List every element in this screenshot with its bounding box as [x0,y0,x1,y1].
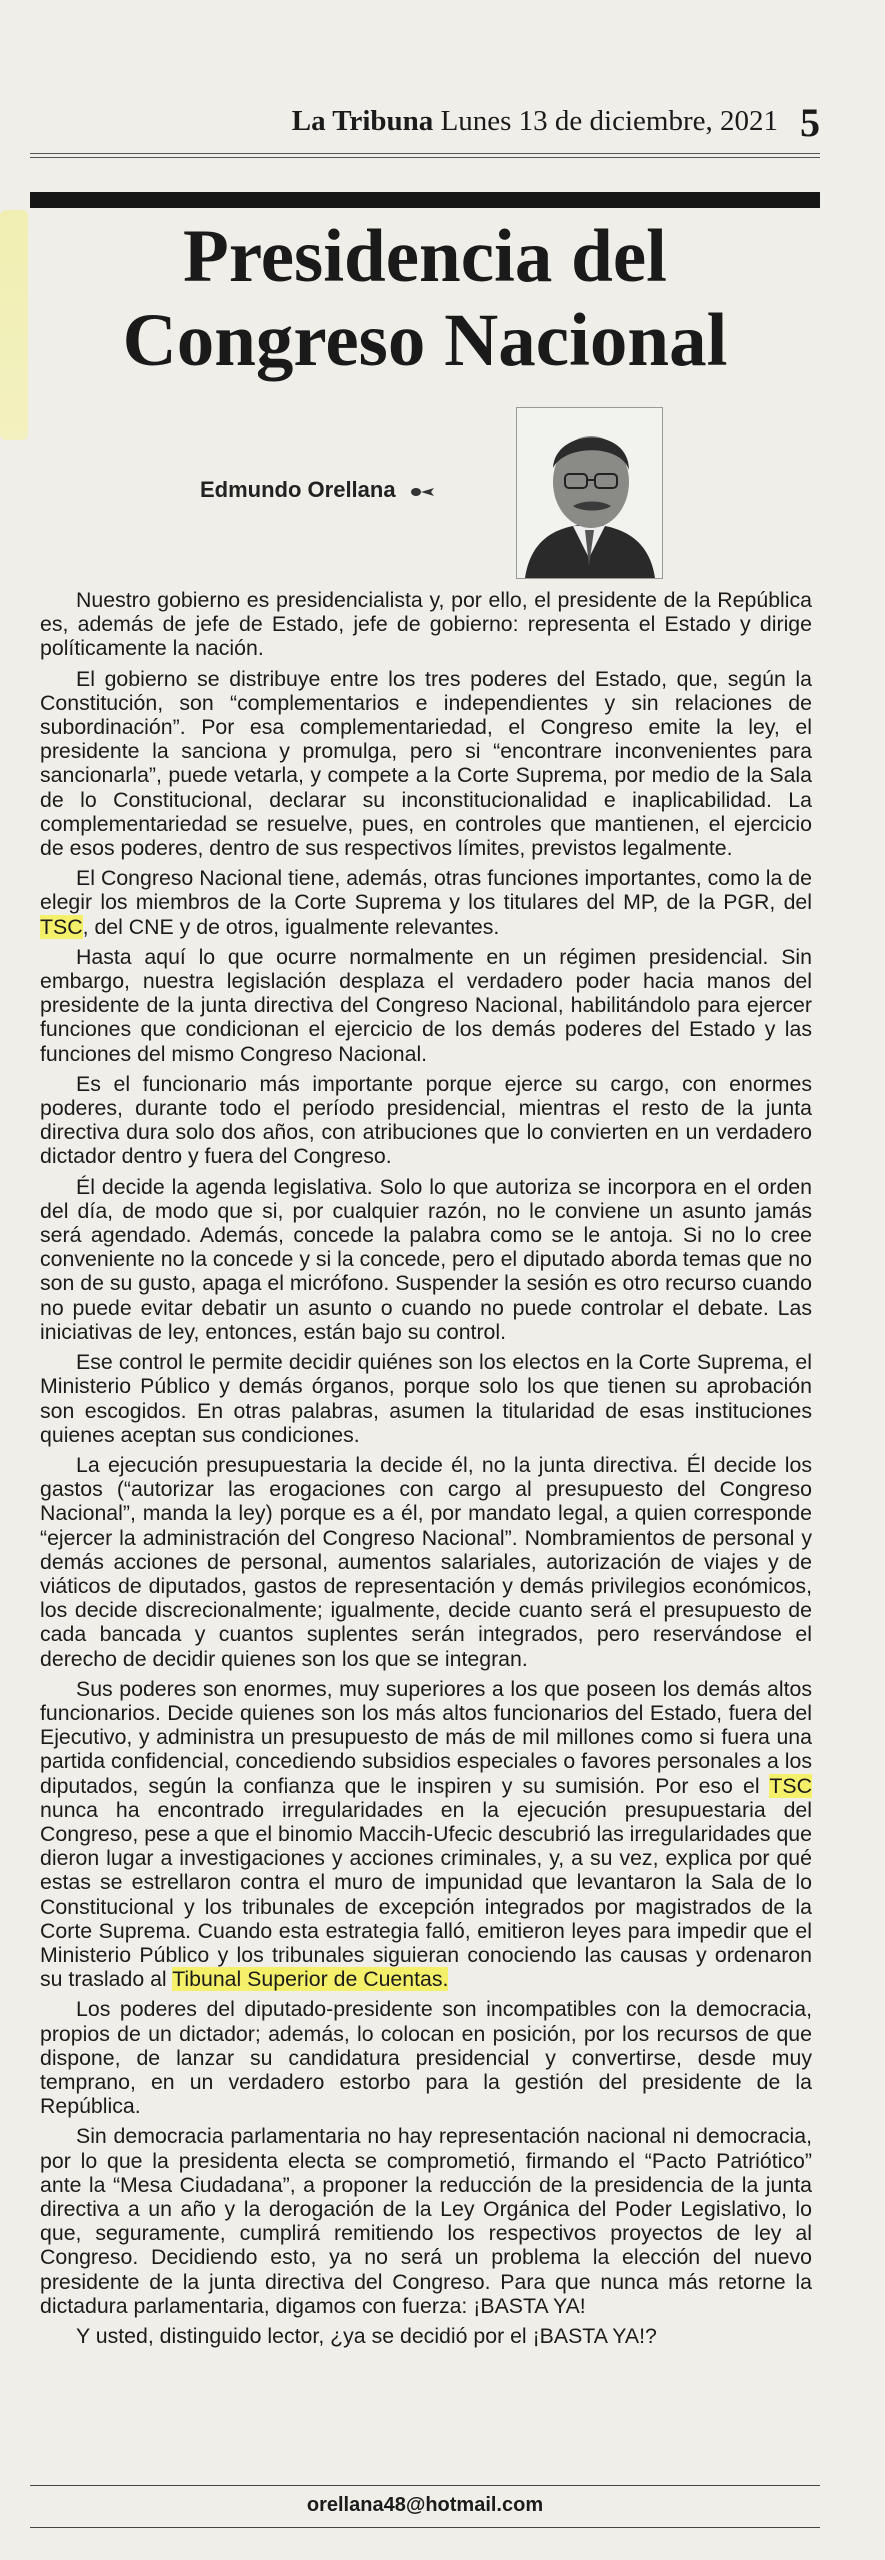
pen-icon [410,478,436,504]
paragraph [40,866,812,939]
text-run: Sus poderes son enormes, muy superiores a los que poseen los demás altos funcionarios. Decide quienes son los más altos funcionarios del Estado, fuera del Ejecutivo, y administra un presupuesto de más de mil millones como si fuera una partida confidencial, concediendo subsidios especiales o favores personales a los diputados, según la confianza que le inspiren y su sumisión. Por eso el [40,1676,812,1798]
newspaper-page [30,0,820,2560]
title-line-2: Congreso Nacional [122,299,728,382]
highlighted-text: Tibunal Superior de Cuentas. [172,1967,449,1992]
paragraph: Es el funcionario más importante porque ejerce su cargo, con enormes poderes, durante todo el período presidencial, mientras el resto de la junta directiva dura solo dos años, con atribuciones que lo convierten en un verdadero dictador dentro y fuera del Congreso. [40,1071,812,1169]
paragraph: Y usted, distinguido lector, ¿ya se decidió por el ¡BASTA YA!? [76,2324,657,2349]
text-run: nunca ha encontrado irregularidades en la ejecución presupuestaria del Congreso, pese a que el binomio Maccih-Ufecic descubrió las irregularidades que dieron lugar a investigaciones y acciones criminales, y, a su vez, explica por qué estas se estrellaron contra el muro de impunidad que levantaron la Sala de lo Constitucional y los tribunales de excepción integrados por magistrados de la Corte Suprema. Cuando esta estrategia falló, emitieron leyes para impedir que el Ministerio Público y los tribunales siguieran conociendo las causas y ordenaron su traslado al [40,1797,812,1992]
page-number: 5 [800,100,820,145]
author-email: orellana48@hotmail.com [306,2494,544,2516]
title-bar [30,192,820,208]
byline [200,477,436,504]
title-line-1: Presidencia del [183,215,667,298]
paragraph: Él decide la agenda legislativa. Solo lo que autoriza se incorpora en el orden del día, de modo que si, por cualquier razón, no le conviene un asunto jamás será agendado. Además, concede la palabra como se le antoja. Si no lo cree conveniente no la concede y si la concede, pero el diputado aborda temas que no son de su gusto, apaga el micrófono. Suspender la sesión es otro recurso cuando no puede evitar debatir un asunto o cuando no puede controlar el debate. Las iniciativas de ley, entonces, están bajo su control. [40,1174,812,1344]
text-run: El Congreso Nacional tiene, además, otras funciones importantes, como la de elegir los miembros de la Corte Suprema y los titulares del MP, de la PGR, del [40,866,812,915]
page-header [30,95,820,145]
footer-rule [30,2485,820,2486]
highlighted-text: TSC [769,1773,812,1798]
article-title [30,215,820,383]
paragraph: Los poderes del diputado-presidente son incompatibles con la democracia, propios de un dictador; además, lo colocan en posición, por los recursos de que dispone, de lanzar su candidatura presidencial y convertirse, desde muy temprano, en un verdadero estorbo para la gestión del presidente de la República. [40,1997,812,2119]
author-photo [516,407,663,579]
article-body [40,588,812,2354]
text-run: , del CNE y de otros, igualmente relevantes. [82,914,500,939]
header-rule [30,153,820,154]
highlighted-text: TSC [40,914,83,939]
paragraph: Ese control le permite decidir quiénes son los electos en la Corte Suprema, el Ministerio Público y demás órganos, porque solo los que tienen su aprobación son escogidos. En otras palabras, asumen la titularidad de esas instituciones quienes aceptan sus condiciones. [40,1350,812,1447]
paragraph: Nuestro gobierno es presidencialista y, por ello, el presidente de la República es, además de jefe de Estado, jefe de gobierno: representa el Estado y dirige políticamente la nación. [40,588,812,661]
author-name: Edmundo Orellana [200,477,396,502]
header-rule-2 [30,157,820,158]
paragraph: Sin democracia parlamentaria no hay representación nacional ni democracia, por lo que la presidenta electa se comprometió, firmando el “Pacto Patriótico” ante la “Mesa Ciudadana”, a proponer la reducción de la presidencia de la junta directiva a un año y la derogación de la Ley Orgánica del Poder Legislativo, lo que, seguramente, cumplirá remitiendo los respectivos proyectos de ley al Congreso. Decidiendo esto, ya no será un problema la elección del nuevo presidente de la junta directiva del Congreso. Para que nunca más retorne la dictadura parlamentaria, digamos con fuerza: ¡BASTA YA! [40,2124,812,2318]
publication-date: Lunes 13 de diciembre, 2021 [440,105,778,137]
footer-rule-2 [30,2527,820,2528]
paragraph: Hasta aquí lo que ocurre normalmente en un régimen presidencial. Sin embargo, nuestra legislación desplaza el verdadero poder hacia manos del presidente de la junta directiva del Congreso Nacional, habilitándolo para ejercer funciones que condicionan el ejercicio de los demás poderes del Estado y las funciones del mismo Congreso Nacional. [40,944,812,1066]
publication-name: La Tribuna [291,105,434,137]
paragraph: El gobierno se distribuye entre los tres poderes del Estado, que, según la Constitución, son “complementarios e independientes y sin relaciones de subordinación”. Por esa complementariedad, el Congreso emite la ley, el presidente la sanciona y promulga, pero si “encontrare inconvenientes para sancionarla”, puede vetarla, y compete a la Corte Suprema, por medio de la Sala de lo Constitucional, declarar su inconstitucionalidad e inaplicabilidad. La complementariedad se resuelve, pues, en controles que mantienen, el ejercicio de esos poderes, dentro de sus respectivos límites, previstos legalmente. [40,666,812,861]
header-line [292,105,778,138]
highlighter-mark [0,210,28,440]
paragraph [40,1677,812,1992]
paragraph: La ejecución presupuestaria la decide él, no la junta directiva. Él decide los gastos (“autorizar las erogaciones con cargo al presupuesto del Congreso Nacional”, manda la ley) porque es a él, por mandato legal, a quien corresponde “ejercer la administración del Congreso Nacional”. Nombramientos de personal y demás acciones de personal, aumentos salariales, autorización de viajes y de viáticos de diputados, gastos de representación y demás privilegios económicos, los decide discrecionalmente; igualmente, decide cuanto será el presupuesto de cada bancada y cuantos suplentes serán integrados, pero reservándose el derecho de decidir quienes son los que se integran. [40,1452,812,1671]
